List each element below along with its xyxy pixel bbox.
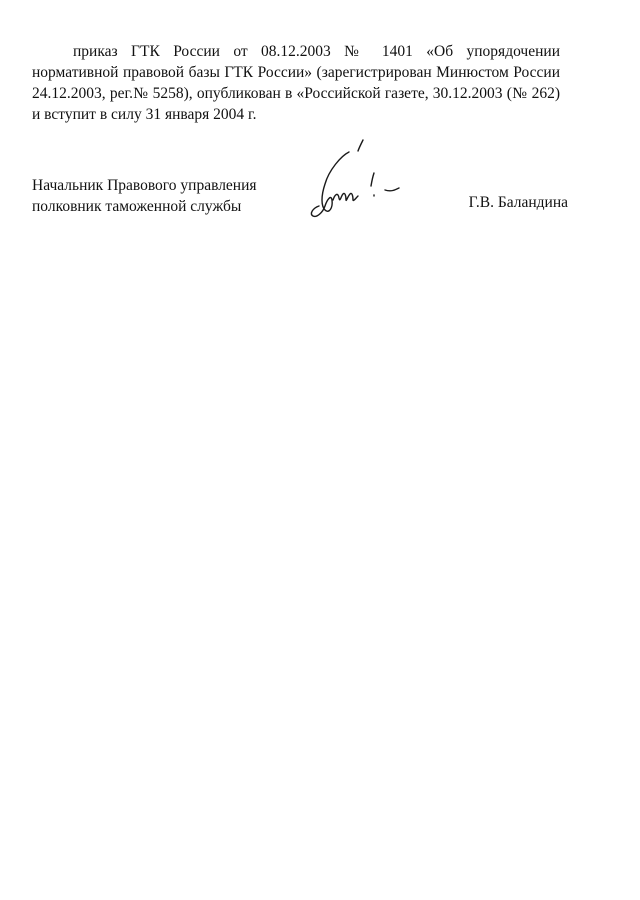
signer-position-line-2: полковник таможенной службы — [32, 198, 242, 215]
order-reference-paragraph: приказ ГТК России от 08.12.2003 № 1401 «Об упорядочении нормативной правовой базы ГТК России» (зарегистрирован Минюстом России 24.12.2003, рег.№ 5258), опубликован в «Российской газете, 30.12.2003 (№ 262) и вступит в силу 31 января 2004 г. — [32, 43, 560, 123]
signature-block — [32, 175, 572, 235]
signer-position — [32, 175, 257, 217]
signer-position-line-1: Начальник Правового управления — [32, 177, 257, 194]
signer-name: Г.В. Баландина — [468, 194, 568, 211]
handwritten-signature — [305, 130, 405, 226]
